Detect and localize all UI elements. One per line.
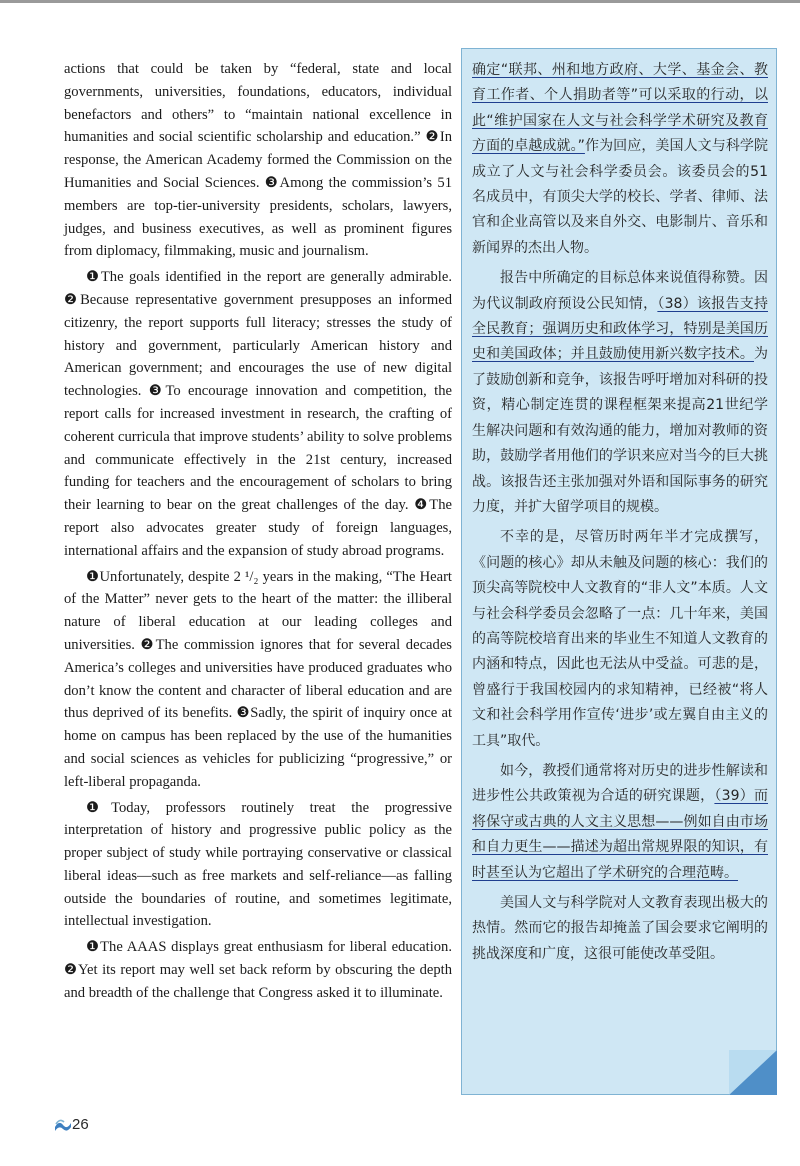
chinese-text: 为了鼓励创新和竞争，该报告呼吁增加对科研的投资，精心制定连贯的课程框架来提高21世纪学生解决问题和有效沟通的能力，增加对教师的资助，鼓励学者用他们的学识来应对当今的巨大挑战。该报告还主张加强对外语和国际事务的研究力度，并扩大留学项目的规模。 <box>472 346 768 515</box>
chinese-underlined-text-38: （38）该报告支持全民教育；强调历史和政体学习，特别是美国历史和美国政体；并且鼓励使用新兴数字技术。 <box>472 295 768 363</box>
english-paragraph-4: ❶Today, professors routinely treat the progressive interpretation of history and progressive public policy as the proper subject of study while portraying conservative or classical liberal ideas—such as free markets and self-reliance—as falling outside the boundaries of routine, and sometimes legitimate, intellectual investigation. <box>64 799 452 930</box>
english-paragraph-5: ❶The AAAS displays great enthusiasm for liberal education. ❷Yet its report may well set back reform by obscuring the depth and breadth of the challenge that Congress asked it to illuminate. <box>64 939 452 1001</box>
chinese-underlined-text: 确定“联邦、州和地方政府、大学、基金会、教育工作者、个人捐助者等”可以采取的行动，以此“维护国家在人文与社会科学学术研究及教育方面的卓越成就。” <box>472 62 768 155</box>
chinese-underlined-text-39: （39）而将保守或古典的人文主义思想——例如自由市场和自力更生——描述为超出常规界限的知识，有时甚至认为它超出了学术研究的合理范畴。 <box>472 788 768 881</box>
chinese-paragraph-2 <box>472 266 768 520</box>
chinese-text: 报告中所确定的目标总体来说值得称赞。因为代议制政府预设公民知情， <box>472 270 768 312</box>
page-corner <box>729 1050 777 1095</box>
english-paragraph-2: ❶The goals identified in the report are generally admirable. ❷Because representative government presupposes an informed citizenry, the report supports full literacy; stresses the study of history and government, particularly American history and American government; and encourages the use of new digital technologies. ❸To encourage innovation and competition, the report calls for increased investment in research, the crafting of coherent curricula that improve students’ ability to solve problems and communicate effectively in the 21st century, increased funding for teachers and the encouragement of scholars to bring their learning to bear on the great challenges of the day. ❹The report also advocates greater study of foreign languages, international affairs and the expansion of study abroad programs. <box>64 269 452 559</box>
chinese-column <box>472 58 768 972</box>
english-paragraph-1: actions that could be taken by “federal, state and local governments, universities, foundations, educators, individual benefactors and others” to “maintain national excellence in humanities and social scientific scholarship and education.” ❷In response, the American Academy formed the Commission on the Humanities and Social Sciences. ❸Among the commission’s 51 members are top-tier-university presidents, scholars, lawyers, judges, and business executives, as well as prominent figures from diplomacy, filmmaking, music and journalism. <box>64 61 452 260</box>
chinese-paragraph-3 <box>472 525 768 754</box>
chinese-paragraph-5 <box>472 891 768 967</box>
english-column <box>64 58 452 1008</box>
chinese-text: 不幸的是，尽管历时两年半才完成撰写，《问题的核心》却从未触及问题的核心：我们的顶尖高等院校中人文教育的“非人文”本质。人文与社会科学委员会忽略了一点：几十年来，美国的高等院校培育出来的毕业生不知道人文教育的内涵和特点，因此也无法从中受益。可悲的是，曾盛行于我国校园内的求知精神，已经被“将人文和社会科学用作宣传‘进步’或左翼自由主义的工具”取代。 <box>472 529 768 749</box>
chinese-paragraph-4 <box>472 759 768 886</box>
book-wave-icon <box>54 1118 72 1132</box>
chinese-paragraph-1 <box>472 58 768 261</box>
page-number: 26 <box>72 1116 89 1133</box>
chinese-text: 如今，教授们通常将对历史的进步性解读和进步性公共政策视为合适的研究课题， <box>472 762 768 805</box>
chinese-text: 作为回应，美国人文与科学院成立了人文与社会科学委员会。该委员会的51名成员中，有顶尖大学的校长、学者、律师、法官和企业高管以及来自外交、电影制片、音乐和新闻界的杰出人物。 <box>472 138 768 256</box>
top-rule <box>0 0 800 3</box>
chinese-text: 美国人文与科学院对人文教育表现出极大的热情。然而它的报告却掩盖了国会要求它阐明的挑战深度和广度，这很可能使改革受阻。 <box>472 895 768 962</box>
english-paragraph-3: ❶Unfortunately, despite 2 ¹/₂ years in the making, “The Heart of the Matter” never gets to the heart of the matter: the illiberal nature of liberal education at our leading colleges and universities. ❷The commission ignores that for several decades America’s colleges and universities have produced graduates who don’t know the content and character of liberal education and are thus deprived of its benefits. ❸Sadly, the spirit of inquiry once at home on campus has been replaced by the use of the humanities and social sciences as vehicles for publicizing “progressive,” or left-liberal propaganda. <box>64 568 452 790</box>
